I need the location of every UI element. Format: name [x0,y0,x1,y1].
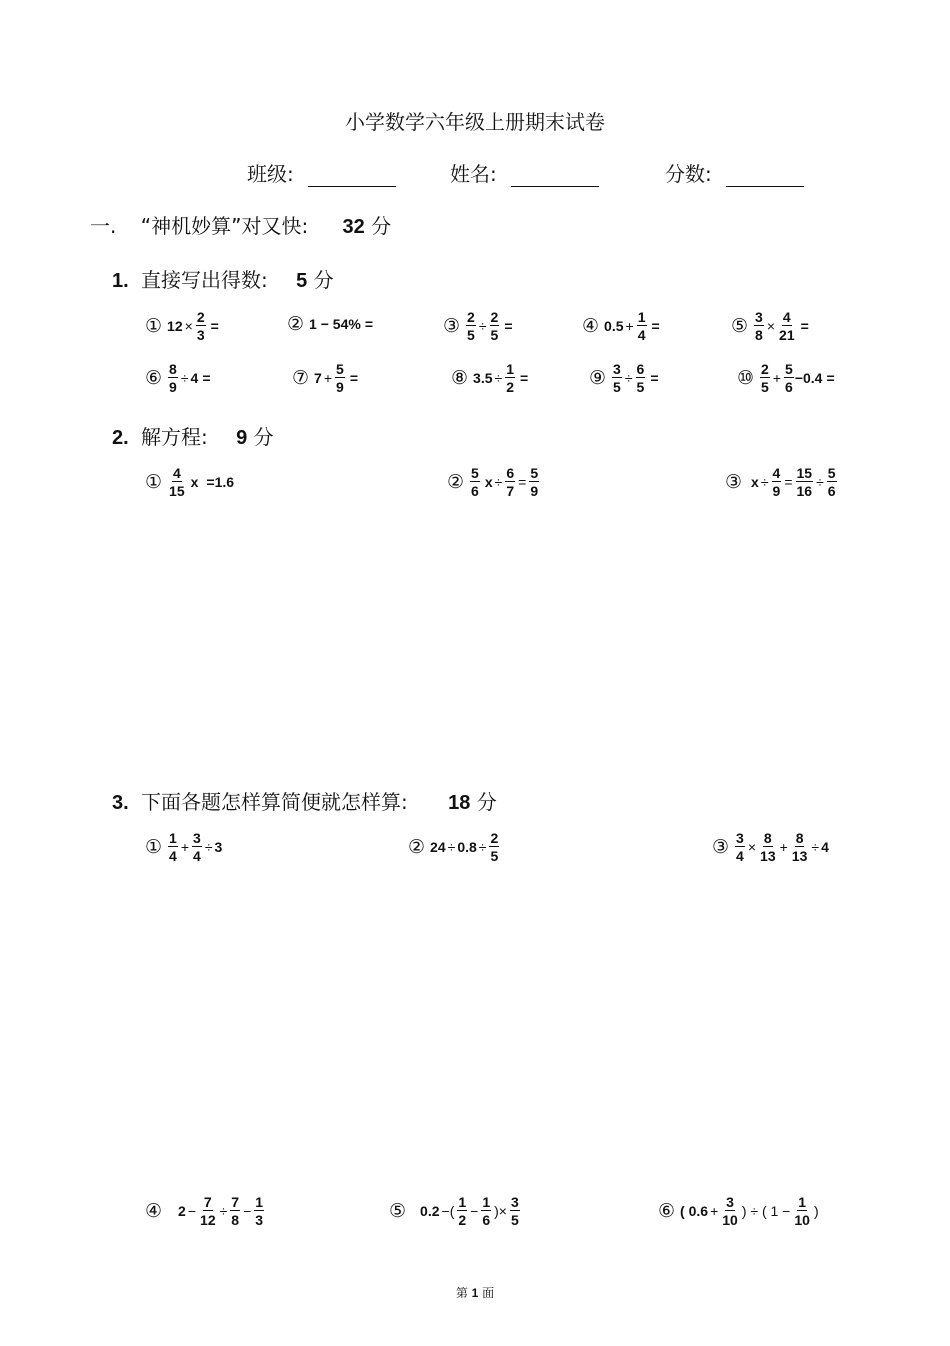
numerator: 5 [530,465,539,481]
denominator: 9 [530,483,539,499]
problem-mark: ⑧ [451,367,469,389]
operator: )× [494,1203,507,1219]
operator: + [710,1203,719,1219]
problem-mark: ⑩ [737,367,755,389]
numerator: 3 [510,1194,519,1210]
numerator: 2 [761,361,769,377]
denominator: 21 [779,327,795,343]
equals-sign: = [210,318,219,334]
operator: × [184,318,193,334]
name-blank[interactable] [511,166,599,187]
numerator: 6 [506,465,515,481]
q3-points: 18 [448,792,471,814]
footer-suffix: 面 [482,1286,495,1300]
q1-problem-3 [443,310,513,342]
numerator: 1 [458,1194,467,1210]
denominator: 5 [510,1212,519,1228]
class-blank[interactable] [308,166,396,187]
fraction [168,362,178,394]
operator: + [625,318,634,334]
numerator: 5 [336,361,344,377]
problem-mark: ① [145,836,163,858]
operand: 0.8 [457,839,477,855]
denominator: 16 [796,483,813,499]
section-1-label: 一. [90,214,117,238]
q3-problem-2 [408,831,500,863]
q1-problem-9 [589,362,659,394]
numerator: 3 [736,830,744,846]
operand: 3 [214,839,223,855]
denominator: 9 [336,379,344,395]
fraction [778,310,796,342]
denominator: 5 [490,848,499,864]
q2-problem-1 [145,466,234,498]
fraction [199,1195,217,1227]
denominator: 9 [169,379,177,395]
q2-problem-3 [725,466,838,498]
operand: ( 0.6 [680,1203,709,1219]
problem-mark: ② [408,836,426,858]
equals-sign: = [784,474,793,490]
operand: −0.4 [794,370,823,386]
operand: 24 [430,839,446,855]
fraction [791,831,809,863]
fraction [470,466,480,498]
numerator: 5 [471,465,479,481]
class-field [247,158,396,187]
numerator: 7 [231,1194,240,1210]
q3-unit: 分 [476,790,497,814]
denominator: 3 [196,327,205,343]
variable-x: x [484,474,493,490]
q1-problem-1 [145,310,219,342]
problem-mark: ⑥ [145,367,163,389]
q1-points: 5 [296,270,308,292]
fraction [254,1195,264,1227]
q3-number: 3. [112,792,129,814]
fraction [754,310,764,342]
fraction [721,1195,739,1227]
fraction [612,362,622,394]
fraction [168,466,186,498]
q3-problem-1 [145,831,222,863]
q1-problem-2 [287,313,373,335]
numerator: 4 [782,309,791,325]
denominator: 5 [636,379,645,395]
operator: + [180,839,190,855]
q3-problem-4 [145,1195,265,1227]
fraction [796,466,814,498]
operator: ÷ [494,474,503,490]
numerator: 3 [613,361,621,377]
fraction [735,831,745,863]
score-field [665,158,804,187]
fraction [457,1195,467,1227]
denominator: 15 [169,483,185,499]
problem-mark: ⑤ [731,315,749,337]
right-hand-side: =1.6 [206,474,235,490]
operator: ÷ [760,474,769,490]
numerator: 1 [798,1194,807,1210]
denominator: 10 [794,1212,810,1228]
numerator: 8 [763,830,772,846]
problem-mark: ② [447,471,465,493]
fraction [510,1195,520,1227]
operator: ÷ [816,474,824,490]
operator: − [470,1203,479,1219]
problem-mark: ① [145,471,163,493]
operand: 4 [821,839,829,855]
operand: 0.5 [604,318,624,334]
problem-mark: ⑥ [658,1200,676,1222]
fraction [637,310,647,342]
numerator: 2 [196,309,205,325]
denominator: 13 [760,848,776,864]
denominator: 5 [467,327,475,343]
expression: 1 − 54% [309,316,361,332]
variable-x: x [751,474,759,490]
operator: ÷ [180,370,189,386]
q1-problem-10 [737,362,835,394]
problem-mark: ⑨ [589,367,607,389]
numerator: 1 [506,361,514,377]
numerator: 5 [827,465,836,481]
numerator: 2 [467,309,475,325]
q3-problem-5 [389,1195,521,1227]
q1-problem-8 [451,362,528,394]
fraction [196,310,206,342]
equals-sign: = [504,318,513,334]
equals-sign: = [349,370,359,386]
name-label: 姓名: [450,162,497,186]
numerator: 2 [490,830,499,846]
operator: ÷ [494,370,503,386]
q2-points: 9 [236,427,248,449]
q1-problem-4 [582,310,660,342]
denominator: 7 [506,483,515,499]
fraction [230,1195,240,1227]
fraction [784,362,794,394]
fraction [335,362,345,394]
numerator: 8 [795,830,804,846]
numerator: 1 [255,1194,264,1210]
operand: 3.5 [473,370,493,386]
numerator: 3 [726,1194,734,1210]
denominator: 6 [482,1212,491,1228]
numerator: 6 [636,361,645,377]
problem-mark: ④ [582,315,600,337]
numerator: 3 [755,309,763,325]
q1-title: 直接写出得数: [141,268,268,292]
numerator: 1 [482,1194,491,1210]
operator: ÷ [624,370,633,386]
fraction [827,466,837,498]
q1-unit: 分 [313,268,334,292]
footer-prefix: 第 [455,1286,468,1300]
problem-mark: ① [145,315,163,337]
operator: − [243,1203,252,1219]
q1-problem-6 [145,362,211,394]
q3-problem-6 [658,1195,821,1227]
denominator: 4 [736,848,744,864]
denominator: 4 [193,848,201,864]
equals-sign: = [518,474,527,490]
operand: 2 [178,1203,186,1219]
denominator: 8 [755,327,763,343]
q3-heading [112,786,497,815]
section-1-unit: 分 [371,214,392,238]
denominator: 12 [200,1212,216,1228]
score-blank[interactable] [726,166,804,187]
denominator: 5 [490,327,499,343]
problem-mark: ④ [145,1200,163,1222]
class-label: 班级: [247,162,294,186]
denominator: 9 [772,483,781,499]
denominator: 4 [637,327,646,343]
page-number: 1 [471,1286,479,1300]
operator: −( [441,1203,455,1219]
q3-problem-3 [712,831,829,863]
q1-number: 1. [112,270,129,292]
q2-title: 解方程: [141,425,208,449]
q1-problem-5 [731,310,809,342]
q2-heading [112,421,274,450]
operator: ) [813,1203,819,1219]
problem-mark: ③ [443,315,461,337]
section-1-title: “神机妙算”对又快: [140,214,309,238]
numerator: 15 [796,465,813,481]
fraction [505,466,515,498]
operator: + [772,370,782,386]
denominator: 5 [613,379,621,395]
denominator: 2 [458,1212,467,1228]
q1-heading [112,264,334,293]
fraction [490,310,500,342]
problem-mark: ⑤ [389,1200,407,1222]
q2-unit: 分 [253,425,274,449]
numerator: 8 [169,361,177,377]
page-title: 小学数学六年级上册期末试卷 [345,110,605,134]
numerator: 1 [169,830,177,846]
numerator: 2 [490,309,499,325]
fraction [793,1195,811,1227]
equals-sign: = [800,318,809,334]
fraction [529,466,539,498]
problem-mark: ③ [725,471,743,493]
fraction [636,362,646,394]
numerator: 4 [772,465,781,481]
equals-sign: = [650,370,659,386]
q2-number: 2. [112,427,129,449]
fraction [772,466,782,498]
fraction [466,310,476,342]
q3-title: 下面各题怎样算简便就怎样算: [141,790,408,814]
operator: + [779,839,788,855]
denominator: 5 [761,379,769,395]
operand: 12 [167,318,183,334]
fraction [505,362,515,394]
denominator: 3 [255,1212,264,1228]
operand: 7 [314,370,322,386]
operator: ÷ [447,839,456,855]
numerator: 3 [193,830,201,846]
operator: ÷ [219,1203,228,1219]
section-1-heading [90,210,391,239]
operator: + [323,370,333,386]
problem-mark: ③ [712,836,730,858]
page-footer [0,1284,950,1301]
score-label: 分数: [665,162,712,186]
section-1-points: 32 [342,216,365,238]
numerator: 7 [203,1194,212,1210]
operator: − [187,1203,197,1219]
denominator: 10 [722,1212,738,1228]
operator: ÷ [811,839,820,855]
operator: × [766,318,776,334]
numerator: 5 [785,361,793,377]
numerator: 1 [637,309,646,325]
equals-sign: = [202,370,211,386]
fraction [168,831,178,863]
fraction [489,831,499,863]
operator: × [747,839,757,855]
operator: ÷ [204,839,213,855]
denominator: 13 [791,848,808,864]
operand: 4 [190,370,199,386]
numerator: 4 [172,465,181,481]
problem-mark: ⑦ [292,367,310,389]
name-field [450,158,599,187]
operator: ÷ [478,839,487,855]
problem-mark: ② [287,313,305,335]
fraction [760,362,770,394]
fraction [192,831,202,863]
q1-problem-7 [292,362,358,394]
equals-sign: = [364,316,373,332]
equals-sign: = [826,370,835,386]
operator: ÷ [478,318,487,334]
equals-sign: = [520,370,529,386]
fraction [481,1195,491,1227]
denominator: 6 [471,483,479,499]
denominator: 2 [506,379,514,395]
variable-x: x [190,474,199,490]
q2-problem-2 [447,466,540,498]
operator: ) ÷ ( 1 − [741,1203,791,1219]
operand: 0.2 [420,1203,440,1219]
denominator: 8 [231,1212,240,1228]
denominator: 6 [827,483,836,499]
denominator: 6 [785,379,793,395]
fraction [759,831,777,863]
equals-sign: = [651,318,660,334]
denominator: 4 [169,848,177,864]
